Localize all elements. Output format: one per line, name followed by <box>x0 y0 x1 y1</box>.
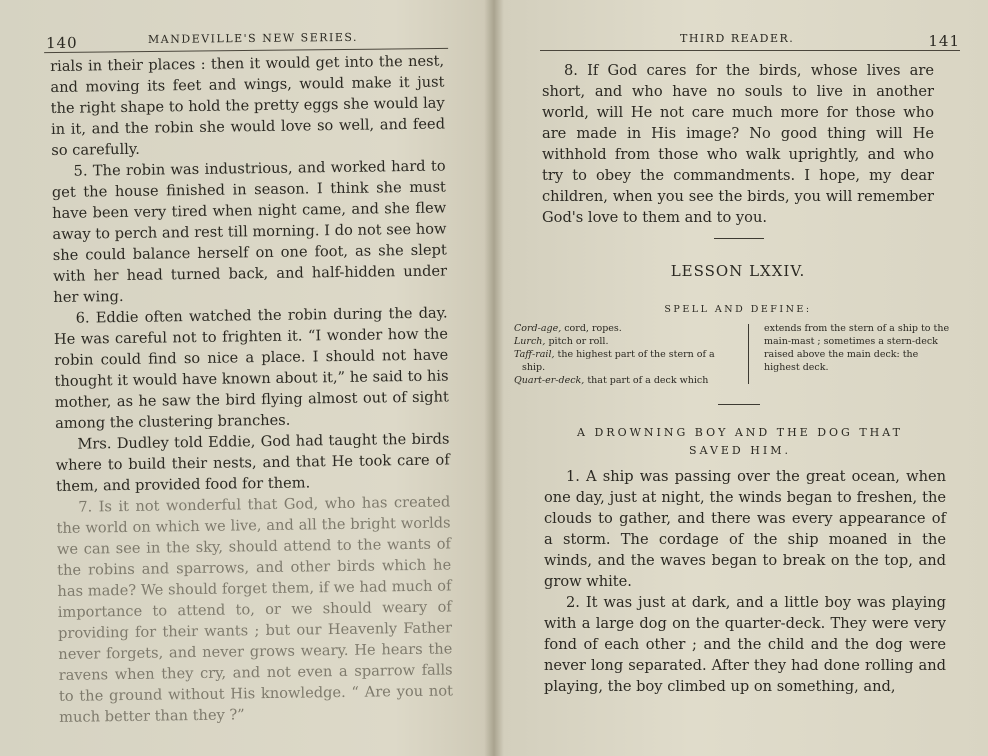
definition-term: Taff-rail, <box>514 349 555 360</box>
definitions-column-2: extends from the stern of a ship to the main-mast ; sometimes a stern-deck raised above the main deck: the highest deck. <box>764 323 950 373</box>
left-body-text <box>50 50 453 727</box>
definition-text: cord, ropes. <box>561 323 622 334</box>
left-paragraph: 6. Eddie often watched the robin during the day. He was careful not to frighten it. “I wonder how the robin could find so nice a place. I should not have thought it would have known about it,” he said to his mother, as he saw the bird flying almost out of sight among the clustering branches. <box>53 304 449 432</box>
definition-text: pitch or roll. <box>545 336 609 347</box>
right-running-head <box>540 26 960 51</box>
definition-term: Quart-er-deck, <box>514 375 585 386</box>
definitions-separator <box>748 324 749 384</box>
definition-text: the highest part of the stern of a ship. <box>522 349 715 373</box>
left-paragraph: 5. The robin was industrious, and worked hard to get the house finished in season. I think she must have been very tired when night came, and she flew away to perch and rest till morning. I do not see how she could balance herself on one foot, as she slept with her head turned back, and half-hidden under her wing. <box>51 157 448 306</box>
right-running-title: THIRD READER. <box>680 32 795 45</box>
right-top-text <box>542 60 934 228</box>
story-title-line: SAVED HIM. <box>689 444 791 457</box>
right-paragraph: 8. If God cares for the birds, whose lives are short, and who have no souls to live in another world, will He not care much more for those who are made in His image? No good thing will He withhold from those who walk uprightly, and who try to obey the commandments. I hope, my dear children, when you see the birds, you will remember God's love to them and to you. <box>542 62 934 226</box>
section-divider <box>718 404 760 405</box>
story-paragraph: 1. A ship was passing over the great ocean, when one day, just at night, the winds began to freshen, the clouds to gather, and there was every appearance of a storm. The cordage of the ship moaned in the winds, and the waves began to break on the top, and grow white. <box>544 468 946 590</box>
story-body-text <box>544 466 946 697</box>
definition-entry <box>514 322 738 335</box>
left-paragraph: 7. Is it not wonderful that God, who has created the world on which we live, and all the bright worlds we can see in the sky, should attend to the wants of the robins and sparrows, and other birds which he has made? We should forget them, if we had much of importance to attend to, or we should weary of providing for their wants ; but our Heavenly Father never forgets, and never grows weary. He hears the ravens when they cry, and not even a sparrow falls to the ground without His knowledge. “ Are you not much better than they ?” <box>56 493 454 726</box>
lesson-title: LESSON LXXIV. <box>670 262 806 280</box>
left-page-number: 140 <box>45 33 78 53</box>
left-running-head <box>44 24 448 53</box>
right-page <box>496 0 988 756</box>
definition-entry <box>514 374 738 387</box>
definition-term: Cord-age, <box>514 323 562 334</box>
definition-text: that part of a deck which <box>584 375 709 386</box>
section-divider <box>714 238 764 239</box>
right-page-number: 141 <box>928 32 960 50</box>
left-running-title: MANDEVILLE'S NEW SERIES. <box>147 30 359 47</box>
definition-entry <box>514 335 738 348</box>
story-title <box>540 424 940 460</box>
definitions-column-1 <box>514 322 738 387</box>
left-page <box>0 0 492 756</box>
left-paragraph: rials in their places : then it would get into the nest, and moving its feet and wings, would make it just the right shape to hold the pretty eggs she would lay in it, and the robin she would love so well, and feed so carefully. <box>50 52 446 159</box>
story-paragraph: 2. It was just at dark, and a little boy was playing with a large dog on the quarter-deck. They were very fond of each other ; and the child and the dog were never long separated. After they had done rolling and playing, the boy climbed up on something, and, <box>544 594 946 695</box>
spell-define-heading: SPELL AND DEFINE: <box>664 304 812 315</box>
story-title-line: A DROWNING BOY AND THE DOG THAT <box>577 426 903 439</box>
definition-term: Lurch, <box>514 336 546 347</box>
definition-entry <box>514 348 738 374</box>
left-paragraph: Mrs. Dudley told Eddie, God had taught the birds where to build their nests, and that He took care of them, and provided food for them. <box>55 430 450 495</box>
